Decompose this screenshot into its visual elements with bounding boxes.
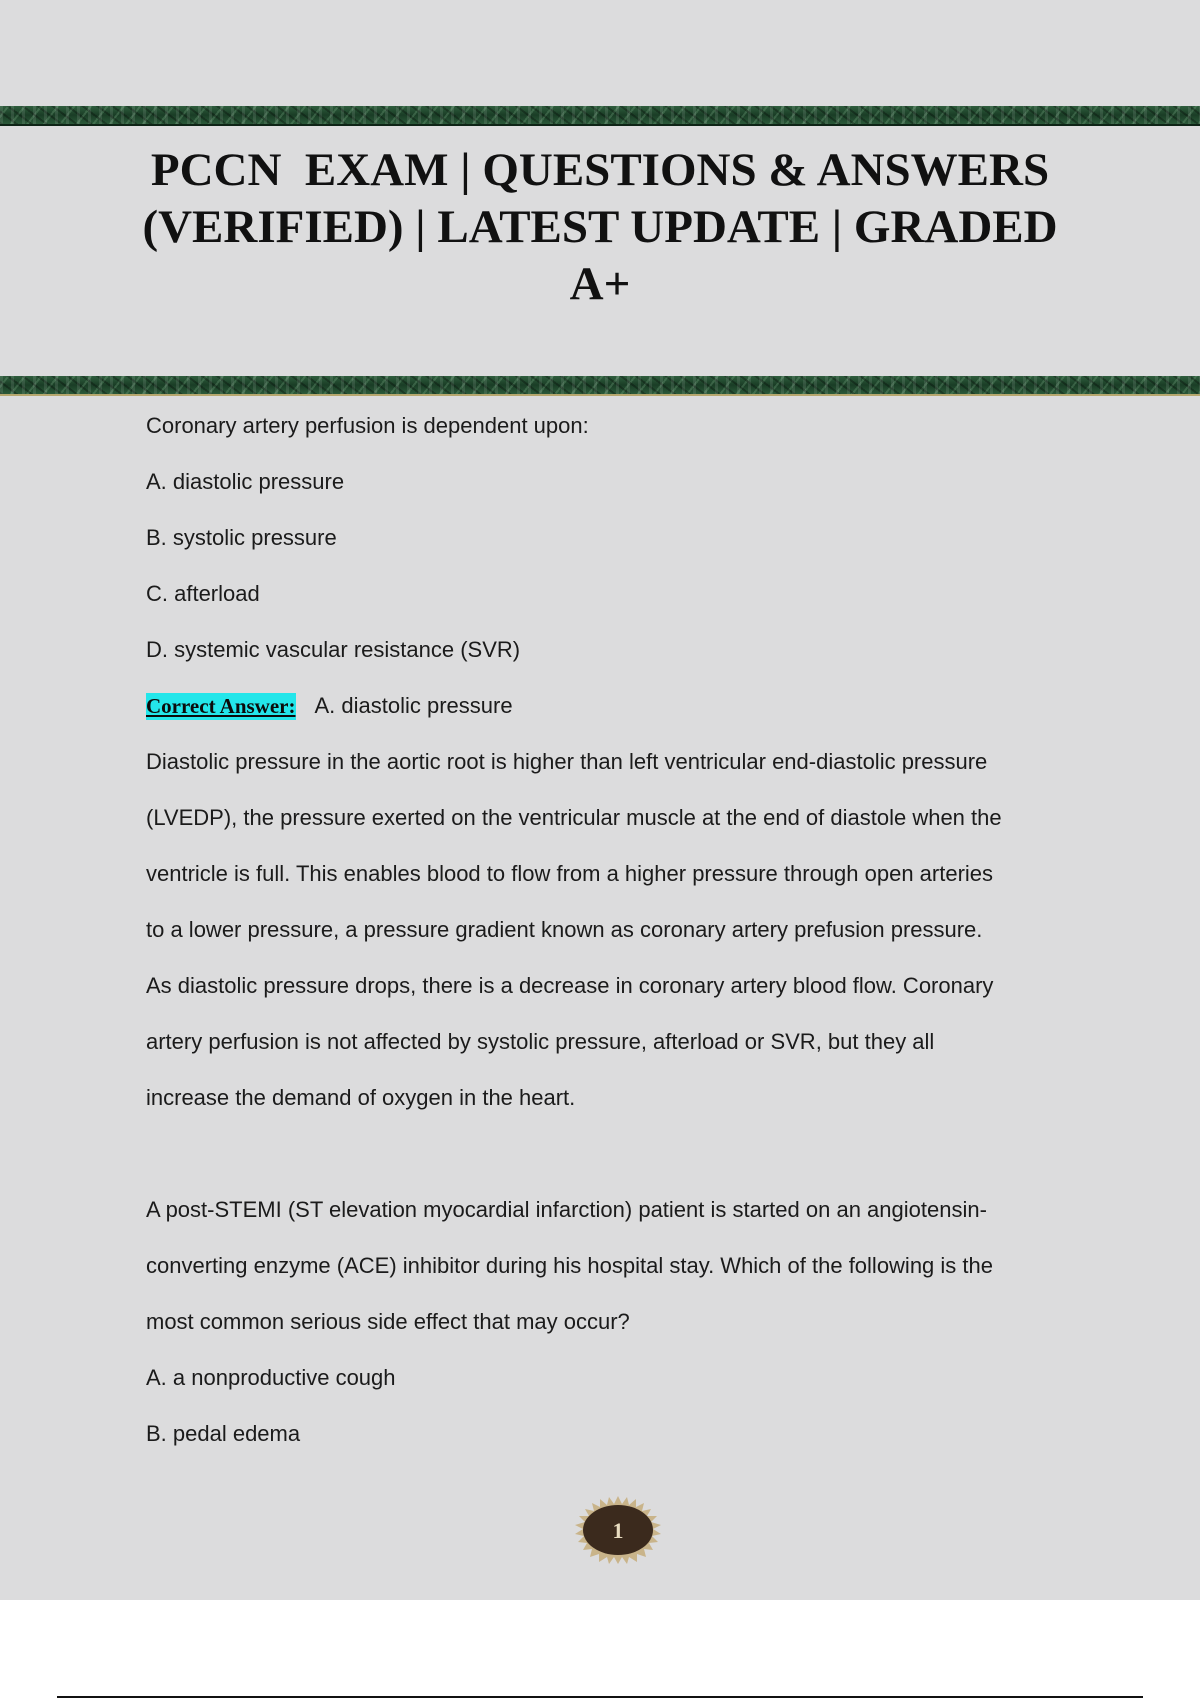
section-spacer	[146, 1126, 1106, 1182]
correct-answer-label: Correct Answer:	[146, 693, 296, 718]
rationale-line: Diastolic pressure in the aortic root is higher than left ventricular end-diastolic pressure	[146, 749, 988, 774]
title-line-2: (VERIFIED) | LATEST UPDATE | GRADED	[142, 201, 1058, 253]
page-number-badge	[570, 1494, 666, 1564]
decorative-header-band-top	[0, 106, 1200, 126]
rationale-line: (LVEDP), the pressure exerted on the ventricular muscle at the end of diastole when the	[146, 805, 1002, 830]
option-d: D. systemic vascular resistance (SVR)	[146, 637, 521, 662]
decorative-header-band-bottom	[0, 376, 1200, 396]
option-c: C. afterload	[146, 581, 260, 606]
document-title	[100, 142, 1100, 313]
correct-answer-row	[146, 678, 1106, 734]
title-line-3: A+	[569, 258, 631, 310]
option-b: B. pedal edema	[146, 1421, 301, 1446]
option-a: A. a nonproductive cough	[146, 1365, 396, 1390]
rationale-line: ventricle is full. This enables blood to flow from a higher pressure through open arteries	[146, 861, 994, 886]
question-2	[146, 1182, 1106, 1462]
document-body	[146, 398, 1106, 1462]
answer-rationale	[146, 734, 1106, 1126]
rationale-line: artery perfusion is not affected by systolic pressure, afterload or SVR, but they all	[146, 1029, 935, 1054]
rationale-line: As diastolic pressure drops, there is a decrease in coronary artery blood flow. Coronary	[146, 973, 994, 998]
question-stem-line: A post-STEMI (ST elevation myocardial infarction) patient is started on an angiotensin-	[146, 1197, 987, 1222]
question-stem: Coronary artery perfusion is dependent upon:	[146, 413, 589, 438]
question-stem-line: converting enzyme (ACE) inhibitor during his hospital stay. Which of the following is the	[146, 1253, 993, 1278]
correct-answer-value: A. diastolic pressure	[314, 693, 513, 718]
title-line-1: PCCN EXAM | QUESTIONS & ANSWERS	[150, 144, 1050, 196]
page-number: 1	[612, 1518, 624, 1543]
rationale-line: increase the demand of oxygen in the heart.	[146, 1085, 576, 1110]
question-stem-line: most common serious side effect that may occur?	[146, 1309, 630, 1334]
option-b: B. systolic pressure	[146, 525, 337, 550]
option-a: A. diastolic pressure	[146, 469, 345, 494]
rationale-line: to a lower pressure, a pressure gradient known as coronary artery prefusion pressure.	[146, 917, 983, 942]
question-1	[146, 398, 1106, 1126]
footer-rule	[57, 1696, 1143, 1698]
